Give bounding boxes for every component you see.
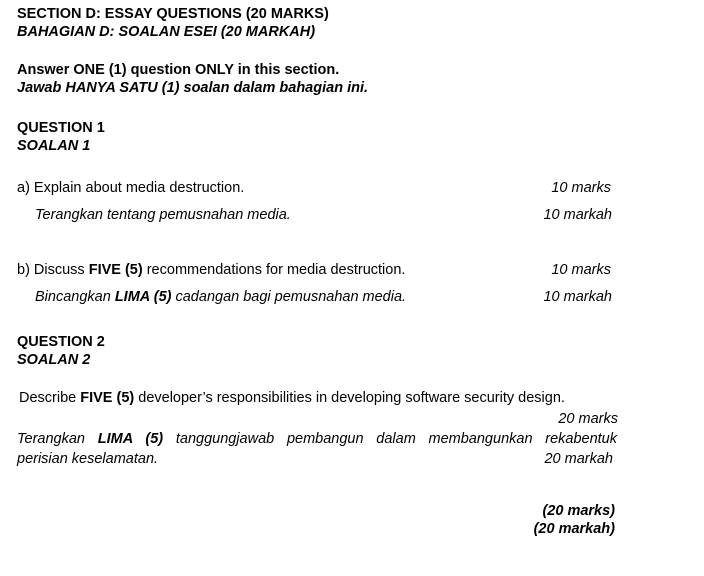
q1b-text-ms: Bincangkan LIMA (5) cadangan bagi pemusnahan media. <box>35 289 407 305</box>
question-1-heading-ms: SOALAN 1 <box>17 138 91 154</box>
q2-text: Describe FIVE (5) developer’s responsibilities in developing software security design. <box>19 390 565 406</box>
q2-marks-ms: 20 markah <box>544 451 613 467</box>
q1b-marks: 10 marks <box>551 262 611 278</box>
question-2-heading-ms: SOALAN 2 <box>17 352 91 368</box>
q2-text-ms-line2: perisian keselamatan. <box>17 451 159 467</box>
total-marks-ms: (20 markah) <box>533 521 615 537</box>
question-2-heading: QUESTION 2 <box>17 334 105 350</box>
q1a-text: a) Explain about media destruction. <box>17 180 245 196</box>
q1b-marks-ms: 10 markah <box>543 289 612 305</box>
q1a-text-ms: Terangkan tentang pemusnahan media. <box>35 207 291 223</box>
q2-marks: 20 marks <box>558 411 618 427</box>
section-instruction: Answer ONE (1) question ONLY in this section. <box>17 62 340 78</box>
q2-text-ms: Terangkan LIMA (5) tanggungjawab pembangun dalam membangunkan rekabentuk <box>17 431 617 447</box>
section-instruction-ms: Jawab HANYA SATU (1) soalan dalam bahagian ini. <box>17 80 369 96</box>
section-title-ms: BAHAGIAN D: SOALAN ESEI (20 MARKAH) <box>17 24 316 40</box>
q1a-marks: 10 marks <box>551 180 611 196</box>
q1a-marks-ms: 10 markah <box>543 207 612 223</box>
section-title: SECTION D: ESSAY QUESTIONS (20 MARKS) <box>17 6 329 22</box>
question-1-heading: QUESTION 1 <box>17 120 105 136</box>
total-marks: (20 marks) <box>542 503 615 519</box>
q1b-text: b) Discuss FIVE (5) recommendations for media destruction. <box>17 262 406 278</box>
